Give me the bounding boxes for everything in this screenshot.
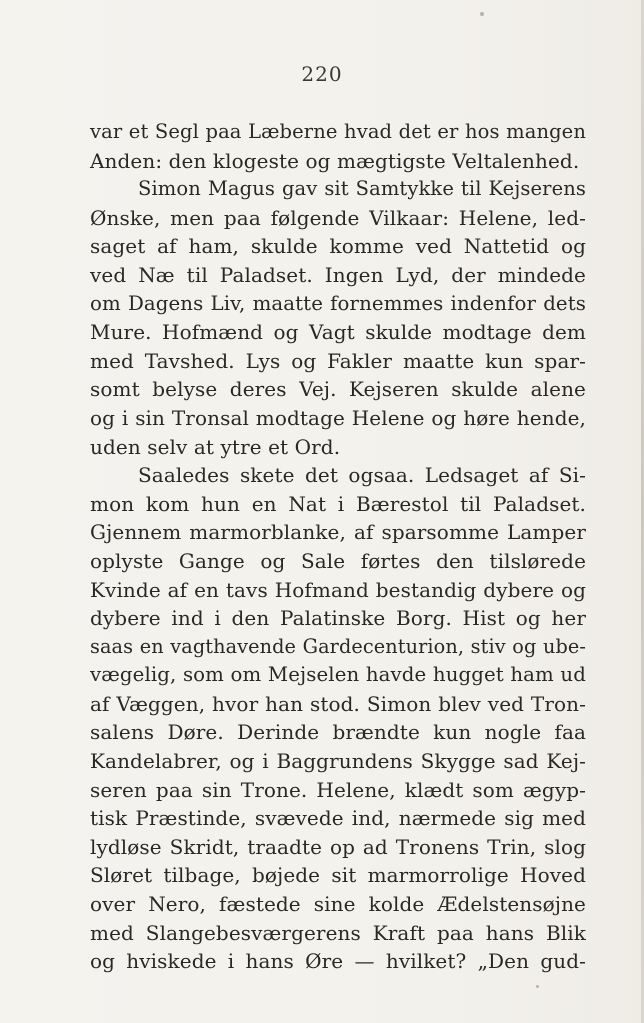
- text-line: og i sin Tronsal modtage Helene og høre hende,: [90, 405, 586, 430]
- text-line: lydløse Skridt, traadte op ad Tronens Trin, slog: [90, 834, 586, 859]
- text-line: saas en vagthavende Gardecenturion, stiv og ube-: [90, 634, 586, 658]
- body-text: [90, 118, 586, 976]
- text-line: med Tavshed. Lys og Fakler maatte kun spar-: [90, 348, 586, 373]
- text-line: uden selv at ytre et Ord.: [90, 434, 341, 459]
- text-line: og hviskede i hans Øre — hvilket? „Den gud-: [90, 949, 586, 974]
- text-line: mon kom hun en Nat i Bærestol til Paladset.: [90, 491, 586, 516]
- text-line: Sløret tilbage, bøjede sit marmorrolige Hoved: [90, 863, 586, 888]
- text-line: oplyste Gange og Sale førtes den tilslørede: [90, 548, 586, 573]
- text-line: somt belyse deres Vej. Kejseren skulde alene: [90, 377, 586, 402]
- text-line: var et Segl paa Læberne hvad det er hos mangen: [90, 120, 586, 143]
- text-line: seren paa sin Trone. Helene, klædt som ægyp-: [90, 777, 586, 802]
- text-line: om Dagens Liv, maatte fornemmes indenfor dets: [90, 291, 586, 315]
- text-line: af Væggen, hvor han stod. Simon blev ved Tron-: [90, 691, 586, 716]
- text-line: Gjennem marmorblanke, af sparsomme Lamper: [90, 520, 586, 545]
- paper-speck: [480, 12, 484, 16]
- text-line: salens Døre. Derinde brændte kun nogle faa: [90, 720, 586, 745]
- text-line: Ønske, men paa følgende Vilkaar: Helene, led-: [90, 205, 586, 230]
- text-line: Anden: den klogeste og mægtigste Veltalenhed.: [90, 148, 580, 173]
- paper-speck: [536, 985, 539, 988]
- text-line: ved Næ til Paladset. Ingen Lyd, der mindede: [90, 262, 586, 287]
- text-line: Simon Magus gav sit Samtykke til Kejserens: [138, 177, 586, 201]
- text-line: Mure. Hofmænd og Vagt skulde modtage dem: [90, 320, 586, 345]
- text-line: med Slangebesværgerens Kraft paa hans Blik: [90, 920, 586, 945]
- text-line: tisk Præstinde, svævede ind, nærmede sig med: [90, 806, 586, 831]
- text-line: dybere ind i den Palatinske Borg. Hist og her: [90, 606, 586, 631]
- text-line: Kvinde af en tavs Hofmand bestandig dybere og: [90, 577, 586, 602]
- text-line: Saaledes skete det ogsaa. Ledsaget af Si-: [138, 463, 586, 488]
- text-line: Kandelabrer, og i Baggrundens Skygge sad Kej-: [90, 749, 586, 774]
- text-line: over Nero, fæstede sine kolde Ædelstensøjne: [90, 892, 586, 917]
- text-line: saget af ham, skulde komme ved Nattetid og: [90, 234, 586, 259]
- text-line: vægelig, som om Mejselen havde hugget ham ud: [90, 663, 586, 687]
- page-number: 220: [301, 62, 343, 86]
